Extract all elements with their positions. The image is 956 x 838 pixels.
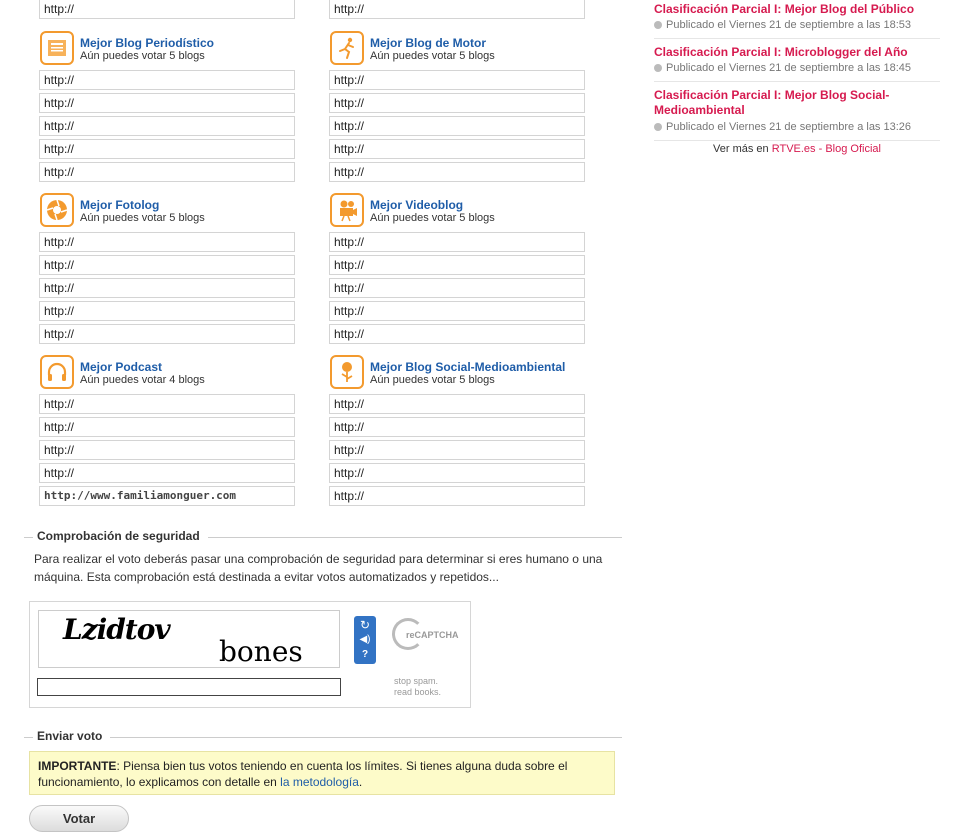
category-title[interactable]: Mejor Podcast (80, 360, 163, 374)
headphones-icon (40, 355, 74, 389)
category-title[interactable]: Mejor Blog de Motor (370, 36, 486, 50)
url-field[interactable]: http:// (329, 139, 585, 159)
video-camera-icon (330, 193, 364, 227)
flower-icon (330, 355, 364, 389)
section-divider (24, 537, 32, 538)
url-field[interactable]: http:// (39, 463, 295, 483)
recaptcha-tagline: stop spam. read books. (394, 676, 442, 697)
category-title[interactable]: Mejor Videoblog (370, 198, 464, 212)
clock-icon (654, 64, 662, 72)
rtve-blog-link[interactable]: RTVE.es - Blog Oficial (771, 143, 881, 155)
url-field[interactable]: http:// (39, 162, 295, 182)
sidebar-divider (654, 81, 940, 82)
category-subtitle: Aún puedes votar 5 blogs (370, 50, 495, 62)
category-title[interactable]: Mejor Blog Social-Medioambiental (370, 360, 566, 374)
category-subtitle: Aún puedes votar 5 blogs (370, 374, 495, 386)
sidebar-post-meta: Publicado el Viernes 21 de septiembre a las 13:26 (654, 121, 911, 133)
url-field[interactable]: http:// (329, 162, 585, 182)
clock-icon (654, 123, 662, 131)
help-icon[interactable]: ? (361, 649, 369, 660)
sidebar-post-meta: Publicado el Viernes 21 de septiembre a las 18:53 (654, 19, 911, 31)
url-field[interactable]: http:// (329, 278, 585, 298)
captcha-widget (29, 601, 471, 708)
captcha-word: Lzidtov (63, 613, 170, 646)
section-title-submit: Enviar voto (33, 729, 110, 743)
url-field[interactable]: http:// (329, 255, 585, 275)
section-title-security: Comprobación de seguridad (33, 529, 208, 543)
url-field[interactable]: http:// (39, 116, 295, 136)
url-field[interactable]: http:// (329, 440, 585, 460)
captcha-response-input[interactable] (37, 678, 341, 696)
sidebar-more: Ver más en RTVE.es - Blog Oficial (713, 143, 881, 155)
captcha-controls (354, 616, 376, 664)
url-field[interactable]: http:// (329, 324, 585, 344)
captcha-image (38, 610, 340, 668)
newspaper-icon (40, 31, 74, 65)
url-field[interactable]: http:// (39, 394, 295, 414)
url-field[interactable]: http:// (329, 486, 585, 506)
category-title[interactable]: Mejor Blog Periodístico (80, 36, 215, 50)
clock-icon (654, 21, 662, 29)
url-field[interactable]: http:// (39, 324, 295, 344)
url-field[interactable]: http:// (39, 93, 295, 113)
sidebar-divider (654, 38, 940, 39)
methodology-link[interactable]: la metodología (280, 775, 359, 789)
sidebar-post-title[interactable]: Clasificación Parcial I: Microblogger del Año (654, 45, 908, 59)
url-field[interactable]: http:// (329, 70, 585, 90)
recaptcha-brand: reCAPTCHA (406, 630, 459, 640)
captcha-word: bones (219, 635, 303, 668)
url-field[interactable]: http:// (39, 139, 295, 159)
url-field[interactable]: http:// (329, 463, 585, 483)
sidebar-divider (654, 140, 940, 141)
camera-aperture-icon (40, 193, 74, 227)
audio-icon[interactable]: ◀) (359, 634, 371, 645)
sidebar-post-title[interactable]: Clasificación Parcial I: Mejor Blog Social-Medioambiental (654, 88, 890, 117)
url-field[interactable]: http:// (39, 301, 295, 321)
motor-runner-icon (330, 31, 364, 65)
important-notice: IMPORTANTE: Piensa bien tus votos teniendo en cuenta los límites. Si tienes alguna duda sobre el funcionamiento, lo explicamos con detalle en la metodología. (29, 751, 615, 795)
url-field[interactable]: http://www.familiamonguer.com (39, 486, 295, 506)
category-title[interactable]: Mejor Fotolog (80, 198, 160, 212)
url-field[interactable]: http:// (39, 232, 295, 252)
url-field[interactable]: http:// (329, 232, 585, 252)
sidebar-post-meta: Publicado el Viernes 21 de septiembre a las 18:45 (654, 62, 911, 74)
url-field[interactable]: http:// (39, 70, 295, 90)
url-field[interactable]: http:// (39, 278, 295, 298)
url-field[interactable]: http:// (39, 440, 295, 460)
url-field[interactable]: http:// (39, 255, 295, 275)
sidebar-post-title[interactable]: Clasificación Parcial I: Mejor Blog del Público (654, 2, 915, 16)
notice-text: : Piensa bien tus votos teniendo en cuenta los límites. Si tienes alguna duda sobre el funcionamiento, lo explicamos con detalle en (38, 759, 568, 789)
url-field[interactable]: http:// (329, 301, 585, 321)
url-field[interactable]: http:// (329, 116, 585, 136)
url-field[interactable]: http:// (329, 394, 585, 414)
url-field[interactable]: http:// (39, 417, 295, 437)
security-description: Para realizar el voto deberás pasar una comprobación de seguridad para determinar si eres humano o una máquina. Esta comprobación está destinada a evitar votos automatizados y repetidos... (34, 552, 603, 584)
section-divider (24, 737, 622, 738)
category-subtitle: Aún puedes votar 4 blogs (80, 374, 205, 386)
url-field[interactable]: http:// (329, 0, 585, 19)
vote-button[interactable]: Votar (29, 805, 129, 832)
category-subtitle: Aún puedes votar 5 blogs (80, 50, 205, 62)
url-field[interactable]: http:// (39, 0, 295, 19)
refresh-icon[interactable]: ↻ (359, 618, 371, 632)
category-subtitle: Aún puedes votar 5 blogs (370, 212, 495, 224)
url-field[interactable]: http:// (329, 417, 585, 437)
url-field[interactable]: http:// (329, 93, 585, 113)
category-subtitle: Aún puedes votar 5 blogs (80, 212, 205, 224)
notice-strong: IMPORTANTE (38, 759, 117, 773)
